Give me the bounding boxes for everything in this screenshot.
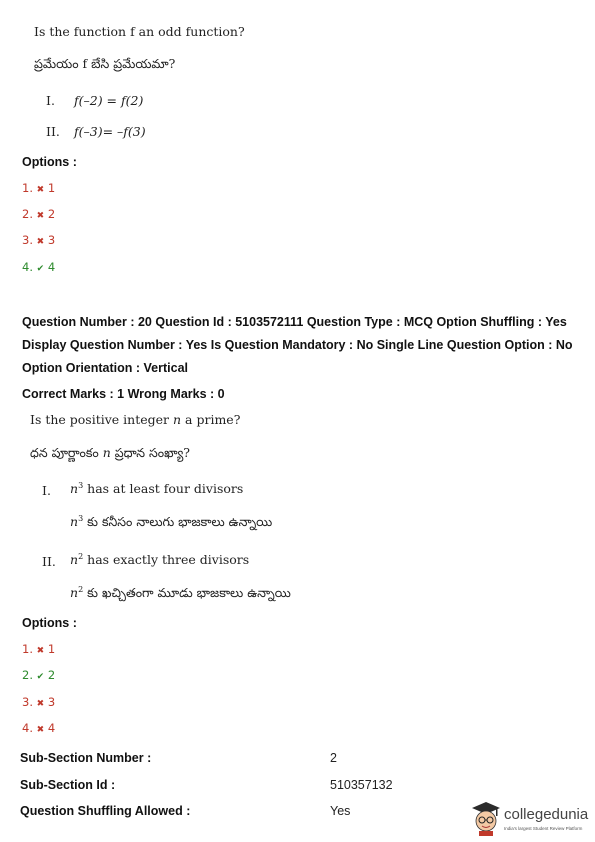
q20-options-label: Options : (22, 616, 77, 630)
q20-statement2-te (70, 585, 291, 604)
q20-question-en (30, 412, 240, 427)
q20-statement1-text-en: has at least four divisors (87, 481, 244, 497)
graduate-mascot-icon (470, 800, 502, 836)
option-value: 4 (47, 260, 56, 274)
subsection-number-label: Sub-Section Number : (20, 751, 152, 765)
logo-tagline: India's largest Student Review Platform (504, 826, 583, 831)
collegedunia-logo (470, 800, 590, 838)
option-value: 3 (47, 695, 56, 709)
option-value: 2 (47, 668, 56, 682)
q20-statement2-text-en: has exactly three divisors (87, 552, 250, 568)
q19-statement1-num: I. (46, 93, 55, 108)
shuffle-value: Yes (330, 804, 351, 818)
q20-statement2-num: II. (42, 554, 56, 569)
q20-statement1-var-te: n (70, 514, 79, 530)
q20-statement1-exp: 3 (78, 481, 84, 490)
q19-question-en: Is the function f an odd function? (34, 24, 245, 39)
option-value: 4 (47, 721, 56, 735)
check-icon: ✔ (36, 264, 45, 274)
option-value: 2 (47, 207, 56, 221)
cross-icon: ✖ (36, 237, 45, 247)
cross-icon: ✖ (36, 211, 45, 221)
q20-question-te-prefix: ధన పూర్ణాంకం (30, 445, 99, 460)
q20-statement1-en (70, 481, 243, 496)
q19-option-2 (22, 207, 55, 221)
cross-icon: ✖ (36, 725, 45, 735)
q20-option-3 (22, 695, 55, 709)
option-value: 1 (47, 181, 56, 195)
q19-statement2-text: f(–3)= –f(3) (74, 124, 146, 139)
q19-statement1-text: f(–2) = f(2) (74, 93, 144, 108)
q20-statement2-var-te: n (70, 585, 79, 601)
q19-question-te: ప్రమేయం f బేసి ప్రమేయమా? (34, 56, 176, 71)
q20-question-en-var: n (173, 412, 182, 427)
option-number: 1. (22, 181, 33, 195)
option-number: 2. (22, 207, 33, 221)
shuffle-label: Question Shuffling Allowed : (20, 804, 191, 818)
subsection-id-value: 510357132 (330, 778, 393, 792)
option-number: 1. (22, 642, 33, 656)
option-value: 1 (47, 642, 56, 656)
q20-statement1-te (70, 514, 272, 533)
q20-statement2-var: n (70, 552, 79, 568)
q19-option-1 (22, 181, 55, 195)
option-number: 2. (22, 668, 33, 682)
q19-options-label: Options : (22, 155, 77, 169)
logo-name: collegedunia (504, 806, 589, 823)
option-number: 4. (22, 260, 33, 274)
q20-option-1 (22, 642, 55, 656)
q20-question-te-var: n (102, 445, 111, 460)
option-number: 4. (22, 721, 33, 735)
q19-statement2-num: II. (46, 124, 60, 139)
q20-statement1-num: I. (42, 483, 51, 498)
q20-statement2-exp-te: 2 (78, 585, 84, 594)
q20-option-2 (22, 668, 55, 682)
q20-meta-line1: Question Number : 20 Question Id : 5103572111 Question Type : MCQ Option Shuffling : Yes (22, 315, 567, 329)
q19-option-3 (22, 233, 55, 247)
q20-statement2-en (70, 552, 249, 567)
q20-question-te (30, 445, 190, 464)
q20-option-4 (22, 721, 55, 735)
q20-question-en-suffix: a prime? (185, 412, 241, 427)
cross-icon: ✖ (36, 699, 45, 709)
q20-meta-line2: Display Question Number : Yes Is Question Mandatory : No Single Line Question Option : No (22, 338, 573, 352)
q20-meta-line3: Option Orientation : Vertical (22, 361, 188, 375)
option-number: 3. (22, 695, 33, 709)
option-value: 3 (47, 233, 56, 247)
q20-statement1-var: n (70, 481, 79, 497)
check-icon: ✔ (36, 672, 45, 682)
option-number: 3. (22, 233, 33, 247)
q20-marks: Correct Marks : 1 Wrong Marks : 0 (22, 387, 225, 401)
subsection-number-value: 2 (330, 751, 337, 765)
q20-question-te-suffix: ప్రధాన సంఖ్యా? (114, 445, 191, 460)
q20-statement1-text-te: కు కనీసం నాలుగు భాజకాలు ఉన్నాయి (87, 514, 273, 530)
cross-icon: ✖ (36, 185, 45, 195)
q19-option-4 (22, 260, 55, 274)
subsection-id-label: Sub-Section Id : (20, 778, 116, 792)
q20-statement2-text-te: కు ఖచ్చితంగా మూడు భాజకాలు ఉన్నాయి (87, 585, 291, 601)
q20-statement2-exp: 2 (78, 552, 84, 561)
q20-statement1-exp-te: 3 (78, 514, 84, 523)
q20-question-en-prefix: Is the positive integer (30, 412, 170, 427)
cross-icon: ✖ (36, 646, 45, 656)
